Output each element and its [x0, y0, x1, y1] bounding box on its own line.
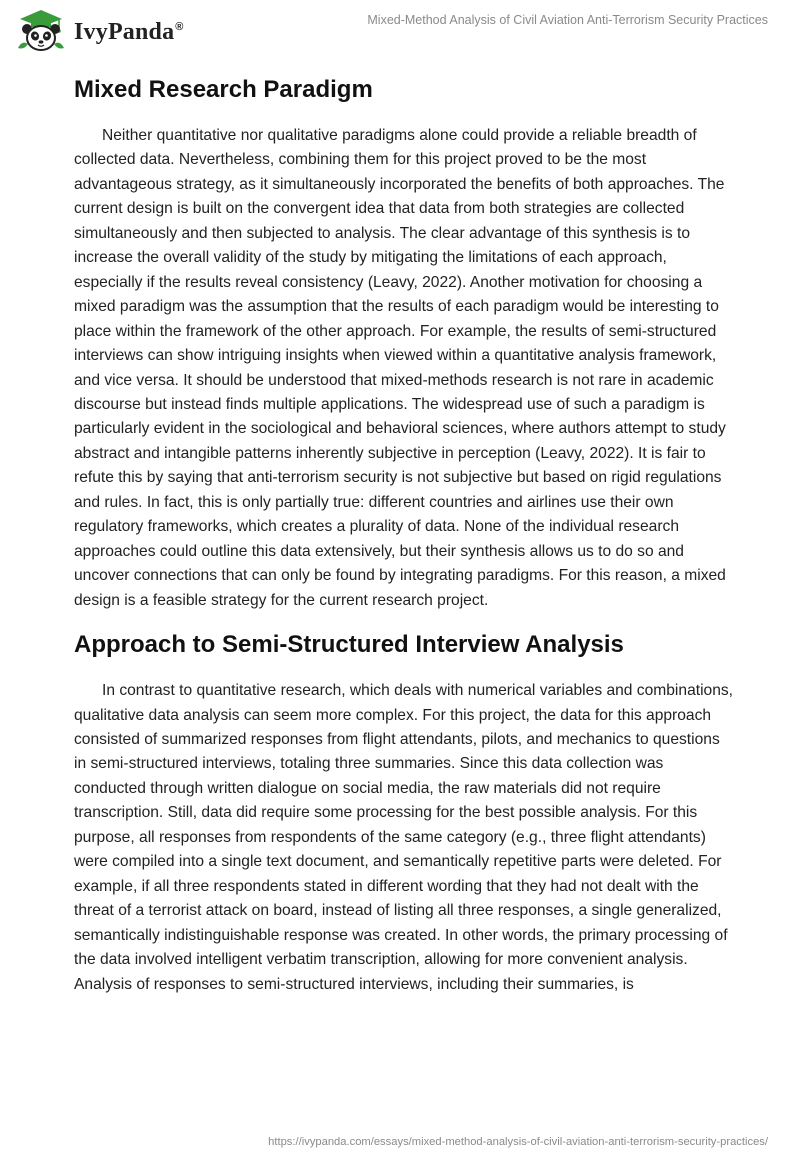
section-heading-interview-analysis: Approach to Semi-Structured Interview Analysis — [74, 631, 624, 659]
document-title: Mixed-Method Analysis of Civil Aviation Anti-Terrorism Security Practices — [367, 13, 768, 27]
panda-graduate-icon — [14, 8, 68, 54]
brand-logo[interactable] — [14, 8, 184, 54]
page-header — [0, 0, 800, 64]
brand-registered-mark: ® — [175, 20, 184, 33]
brand-name: IvyPanda® — [74, 18, 184, 45]
source-url-link[interactable]: https://ivypanda.com/essays/mixed-method-analysis-of-civil-aviation-anti-terrorism-security-practices/ — [268, 1136, 768, 1148]
section-heading-mixed-research-paradigm: Mixed Research Paradigm — [74, 76, 373, 103]
section-paragraph-mixed-research-paradigm: Neither quantitative nor qualitative paradigms alone could provide a reliable breadth of collected data. Nevertheless, combining them for this project proved to be the most advantageous strategy, as it simultaneously incorporated the benefits of both approaches. The current design is built on the convergent idea that data from both strategies are collected simultaneously and then subjected to analysis. The clear advantage of this synthesis is to increase the overall validity of the study by mitigating the limitations of each approach, especially if the results reveal consistency (Leavy, 2022). Another motivation for choosing a mixed paradigm was the assumption that the results of each paradigm would be interesting to place within the framework of the other approach. For example, the results of semi-structured interviews can show intriguing insights when viewed within a quantitative analysis framework, and vice versa. It should be understood that mixed-methods research is not rare in academic discourse but instead finds multiple applications. The widespread use of such a paradigm is particularly evident in the sociological and behavioral sciences, where authors attempt to study abstract and intangible patterns inherently subjective in perception (Leavy, 2022). It is fair to refute this by saying that anti-terrorism security is not subjective but based on rigid regulations and rules. In fact, this is only partially true: different countries and airlines use their own regulatory frameworks, which creates a plurality of data. None of the individual research approaches could outline this data extensively, but their synthesis allows us to do so and uncover connections that can only be found by integrating paradigms. For this reason, a mixed design is a feasible strategy for the current research project. — [74, 127, 726, 609]
section-paragraph-interview-analysis: In contrast to quantitative research, which deals with numerical variables and combinations, qualitative data analysis can seem more complex. For this project, the data for this approach consisted of summarized responses from flight attendants, pilots, and mechanics to questions in semi-structured interviews, totaling three summaries. Since this data collection was conducted through written dialogue on social media, the raw materials did not require transcription. Still, data did require some processing for the best possible analysis. For this purpose, all responses from respondents of the same category (e.g., three flight attendants) were compiled into a single text document, and semantically repetitive parts were deleted. For example, if all three respondents stated in different wording that they had not dealt with the threat of a terrorist attack on board, instead of listing all three responses, a single generalized, semantically indistinguishable response was created. In other words, the primary processing of the data involved intelligent verbatim transcription, allowing for more convenient analysis. Analysis of responses to semi-structured interviews, including their summaries, is — [74, 682, 734, 993]
essay-content — [74, 70, 734, 997]
